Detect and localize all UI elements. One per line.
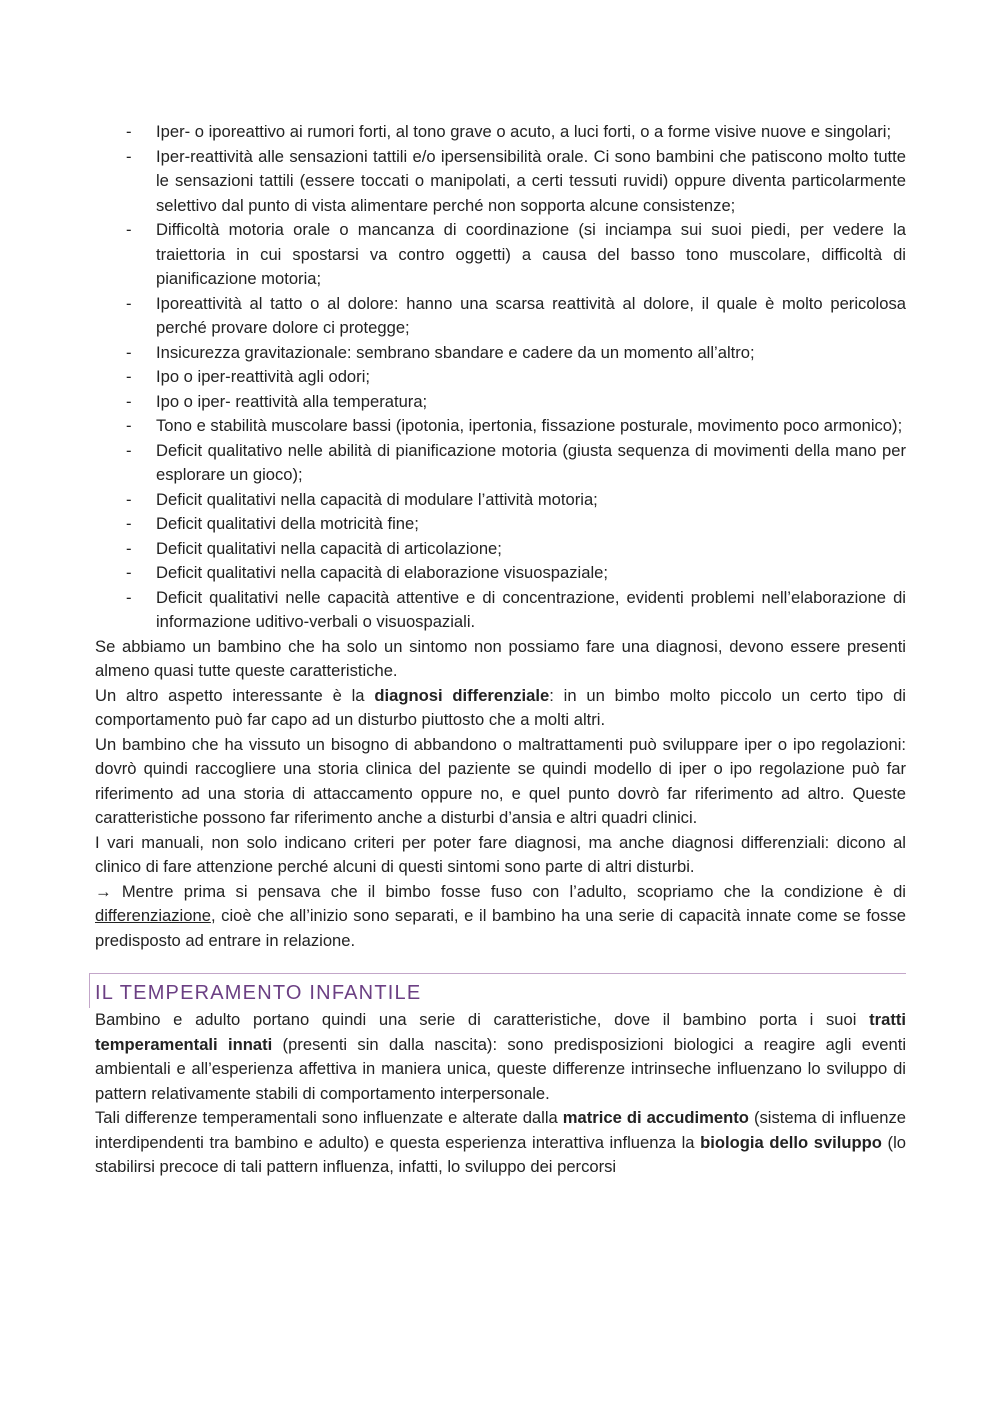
bullet-dash: -	[126, 367, 132, 386]
list-item-text: Ipo o iper- reattività alla temperatura;	[156, 391, 428, 411]
bullet-dash: -	[126, 146, 132, 166]
list-item	[95, 414, 906, 439]
list-item-text: Deficit qualitativi della motricità fine;	[156, 514, 419, 533]
text-run: Mentre prima si pensava che il bimbo fosse fuso con l’adulto, scopriamo che la condizione è di	[111, 881, 906, 901]
list-item	[95, 561, 906, 586]
section-heading: IL TEMPERAMENTO INFANTILE	[95, 982, 422, 1004]
text-run: (sistema di influenze interdipendenti tra bambino e adulto) e questa esperienza interattiva influenza la	[95, 1108, 906, 1152]
list-item	[95, 537, 906, 562]
bold-term: tratti temperamentali innati	[95, 1010, 906, 1054]
list-item	[95, 292, 906, 341]
symptom-list	[95, 120, 906, 635]
list-item-text: Deficit qualitativo nelle abilità di pianificazione motoria (giusta sequenza di movimenti della mano per esplorare un gioco);	[156, 440, 906, 484]
arrow-icon: →	[95, 881, 112, 901]
text-run: Un altro aspetto interessante è la	[95, 685, 375, 705]
paragraph-differential	[95, 684, 906, 733]
list-item-text: Iper-reattività alle sensazioni tattili e/o ipersensibilità orale. Ci sono bambini che patiscono molto tutte le sensazioni tattili (essere toccati o manipolati, a certi tessuti ruvidi) oppure diventa particolarmente selettivo dal punto di vista alimentare perché non sopporta alcune consistenze;	[156, 146, 906, 215]
bullet-dash: -	[126, 122, 132, 141]
underlined-term: differenziazione	[95, 906, 211, 925]
list-item	[95, 390, 906, 415]
text-run: (presenti sin dalla nascita): sono predisposizioni biologici a reagire agli eventi ambientali e all’esperienza affettiva in maniera unica, queste differenze intrinseche influenzano lo sviluppo di pattern relativamente stabili di comportamento interpersonale.	[95, 1034, 907, 1103]
text-run: Tali differenze temperamentali sono influenzate e alterate dalla	[95, 1108, 563, 1127]
bold-term: diagnosi differenziale	[374, 685, 550, 705]
list-item	[95, 145, 906, 219]
list-item-text: Insicurezza gravitazionale: sembrano sbandare e cadere da un momento all’altro;	[156, 342, 755, 362]
list-item-text: Deficit qualitativi nella capacità di elaborazione visuospaziale;	[156, 563, 608, 582]
bullet-dash: -	[126, 416, 132, 435]
list-item-text: Tono e stabilità muscolare bassi (ipotonia, ipertonia, fissazione posturale, movimento poco armonico);	[156, 416, 903, 435]
list-item	[95, 512, 906, 537]
list-item	[95, 341, 906, 366]
document-page	[95, 120, 906, 1180]
bullet-dash: -	[126, 563, 132, 582]
list-item-text: Deficit qualitativi nella capacità di articolazione;	[156, 538, 502, 558]
list-item	[95, 120, 906, 145]
list-item-text: Iporeattività al tatto o al dolore: hanno una scarsa reattività al dolore, il quale è molto pericolosa perché provare dolore ci protegge;	[156, 293, 906, 337]
list-item-text: Deficit qualitativi nella capacità di modulare l’attività motoria;	[156, 489, 598, 509]
paragraph-care-matrix	[95, 1106, 906, 1180]
bold-term: matrice di accudimento	[562, 1108, 749, 1127]
section-heading-box	[89, 973, 906, 1008]
text-run: Bambino e adulto portano quindi una serie di caratteristiche, dove il bambino porta i suoi	[95, 1010, 870, 1029]
bullet-dash: -	[126, 514, 132, 533]
bold-term: biologia dello sviluppo	[700, 1132, 882, 1152]
bullet-dash: -	[126, 391, 132, 411]
list-item-text: Deficit qualitativi nelle capacità attentive e di concentrazione, evidenti problemi nell’elaborazione di informazione uditivo-verbali o visuospaziali.	[156, 587, 906, 631]
text-run: (lo stabilirsi precoce di tali pattern influenza, infatti, lo sviluppo dei percorsi	[95, 1132, 906, 1176]
paragraph-differentiation	[95, 880, 906, 954]
paragraph-diagnosis: Se abbiamo un bambino che ha solo un sintomo non possiamo fare una diagnosi, devono essere presenti almeno quasi tutte queste caratteristiche.	[95, 636, 906, 680]
bullet-dash: -	[126, 587, 132, 607]
bullet-dash: -	[126, 440, 132, 460]
bullet-dash: -	[126, 220, 132, 239]
list-item-text: Iper- o iporeattivo ai rumori forti, al tono grave o acuto, a luci forti, o a forme visive nuove e singolari;	[156, 122, 892, 141]
paragraph-temperament	[95, 1008, 906, 1106]
bullet-dash: -	[126, 538, 132, 558]
bullet-dash: -	[126, 342, 132, 362]
list-item-text: Difficoltà motoria orale o mancanza di coordinazione (si inciampa sui suoi piedi, per vedere la traiettoria in cui spostarsi va contro oggetti) a causa del basso tono muscolare, difficoltà di pianificazione motoria;	[156, 220, 906, 288]
list-item	[95, 439, 906, 488]
paragraph-abandonment: Un bambino che ha vissuto un bisogno di abbandono o maltrattamenti può sviluppare iper o ipo regolazioni: dovrò quindi raccogliere una storia clinica del paziente se quindi modello di iper o ipo regolazione può far riferimento ad una storia di attaccamento oppure no, e quel punto dovrò far riferimento ad altro. Queste caratteristiche possono far riferimento anche a disturbi d’ansia e altri quadri clinici.	[95, 734, 906, 827]
text-run: , cioè che all’inizio sono separati, e il bambino ha una serie di capacità innate come se fosse predisposto ad entrare in relazione.	[95, 906, 906, 950]
bullet-dash: -	[126, 489, 132, 509]
text-run: : in un bimbo molto piccolo un certo tipo di comportamento può far capo ad un disturbo piuttosto che a molti altri.	[95, 685, 906, 729]
list-item-text: Ipo o iper-reattività agli odori;	[156, 367, 370, 386]
list-item	[95, 488, 906, 513]
list-item	[95, 586, 906, 635]
bullet-dash: -	[126, 293, 132, 313]
list-item	[95, 365, 906, 390]
list-item	[95, 218, 906, 292]
paragraph-manuals: I vari manuali, non solo indicano criteri per poter fare diagnosi, ma anche diagnosi differenziali: dicono al clinico di fare attenzione perché alcuni di questi sintomi sono parte di altri disturbi.	[95, 832, 906, 876]
